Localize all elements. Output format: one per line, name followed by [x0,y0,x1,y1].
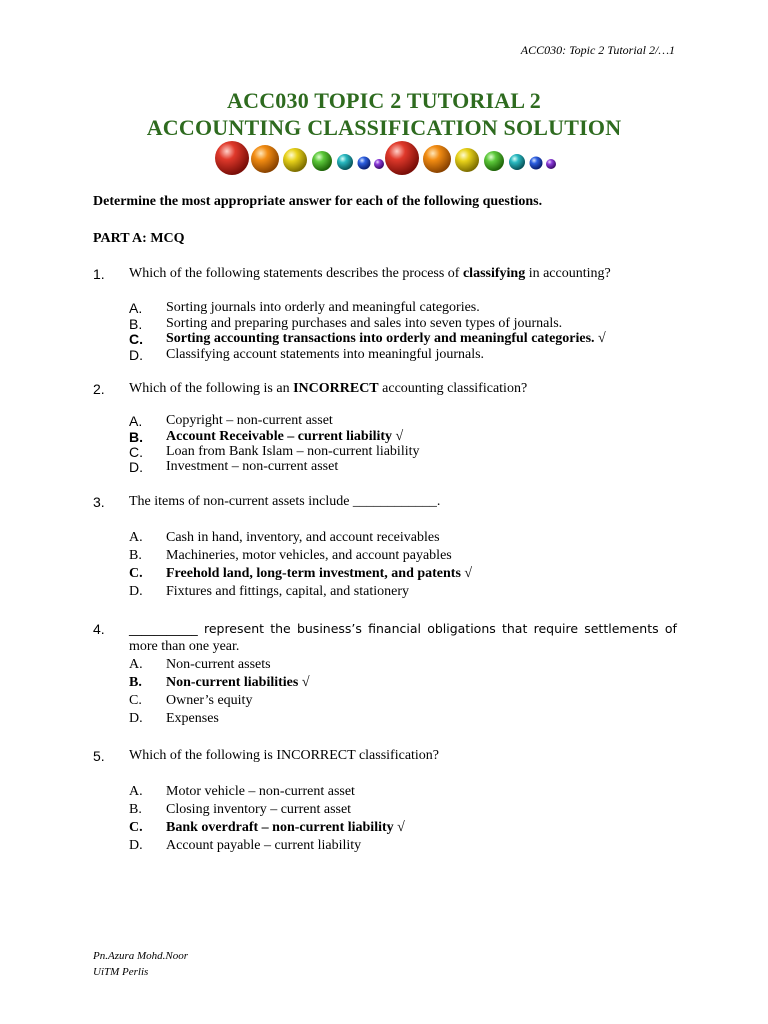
question-text: Which of the following is an INCORRECT accounting classification? [129,381,528,396]
question-number: 3. [93,494,105,510]
purple-ball [546,159,556,169]
question-emphasis: INCORRECT [293,381,379,396]
question-line: ___________ represent the business’s financial obligations that require settlements of [129,621,677,636]
teal-ball [337,154,353,170]
blue-ball [530,157,543,170]
orange-ball [423,145,451,173]
green-ball [312,151,332,171]
question-emphasis: classifying [462,266,526,281]
footer-author: Pn.Azura Mohd.Noor [93,950,189,962]
red-ball [215,141,249,175]
decorative-balls [0,140,768,180]
question-number: 5. [93,748,105,764]
question-line: more than one year. [129,639,240,654]
question-text: The items of non-current assets include ____________. [129,494,441,509]
question-number: 2. [93,381,105,397]
question-text: Which of the following statements describes the process of classifying in accounting? [129,266,611,281]
teal-ball [509,154,525,170]
question-number: 4. [93,621,105,637]
title-line-1: ACC030 TOPIC 2 TUTORIAL 2 [227,88,541,113]
purple-ball [374,159,384,169]
header-note: ACC030: Topic 2 Tutorial 2/…1 [520,43,675,57]
red-ball [385,141,419,175]
question-text [129,620,677,656]
instruction: Determine the most appropriate answer for each of the following questions. [93,194,543,209]
yellow-ball [283,148,307,172]
part-label: PART A: MCQ [93,231,185,246]
orange-ball [251,145,279,173]
blue-ball [358,157,371,170]
green-ball [484,151,504,171]
title-line-2: ACCOUNTING CLASSIFICATION SOLUTION [146,115,622,140]
footer-institution: UiTM Perlis [93,966,149,978]
yellow-ball [455,148,479,172]
question-number: 1. [93,266,105,282]
question-text: Which of the following is INCORRECT classification? [129,748,440,763]
